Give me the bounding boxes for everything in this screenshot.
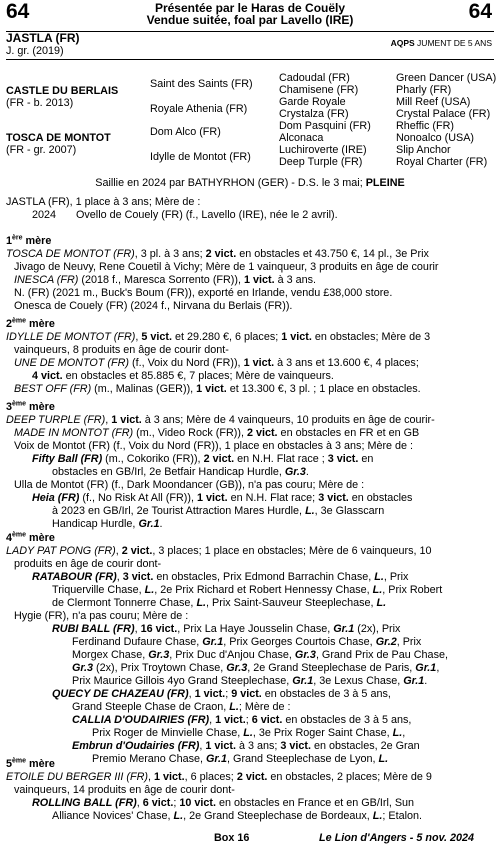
produce-line: Embrun d'Oudairies (FR), 1 vict. à 3 ans; 3 vict. en obstacles, 2e Gran xyxy=(72,740,420,752)
footer-venue: Le Lion d'Angers - 5 nov. 2024 xyxy=(319,832,474,844)
produce-line: Ulla de Montot (FR) (f., Dark Moondancer (GB)), n'a pas couru; Mère de : xyxy=(14,479,365,491)
grandsire-paternal: Saint des Saints (FR) xyxy=(150,78,253,90)
third-dam-section xyxy=(6,401,494,531)
produce-line: 4 vict. en obstacles et 85.885 €, 7 places; Mère de vainqueurs. xyxy=(32,370,334,382)
granddam-maternal: Idylle de Montot (FR) xyxy=(150,151,251,163)
produce-line: BEST OFF (FR) (m., Malinas (GER)), 1 vict. et 13.300 €, 3 pl. ; 1 place en obstacles. xyxy=(14,383,421,395)
lot-number-left: 64 xyxy=(6,0,30,23)
produce-line: N. (FR) (2021 m., Buck's Boum (FR)), exporté en Irlande, vendu £38,000 store. xyxy=(14,287,393,299)
produce-line: Prix Maurice Gillois 4yo Grand Steeplechase, Gr.1, 3e Lexus Chase, Gr.1. xyxy=(72,675,428,687)
produce-line: MADE IN MONTOT (FR) (m., Video Rock (FR)), 2 vict. en obstacles en FR et en GB xyxy=(14,427,420,439)
gen3-ancestor: Crystalza (FR) xyxy=(279,108,349,120)
gen4-ancestor: Green Dancer (USA) xyxy=(396,72,497,84)
produce-line: ROLLING BALL (FR), 6 vict.; 10 vict. en obstacles en France et en GB/Irl, Sun xyxy=(32,797,415,809)
produce-line: de Clermont Tonnerre Chase, L., Prix Saint-Sauveur Steeplechase, L. xyxy=(52,597,387,609)
section-heading: 3ème mère xyxy=(6,400,55,413)
pedigree-top-rule xyxy=(6,59,494,60)
produce-line: Ferdinand Dufaure Chase, Gr.1, Prix Georges Courtois Chase, Gr.2, Prix xyxy=(72,636,422,648)
produce-line: Prix Roger de Minvielle Chase, L., 3e Prix Roger Saint Chase, L., xyxy=(92,727,406,739)
dam-line: IDYLLE DE MONTOT (FR), 5 vict. et 29.280 €, 6 places; 1 vict. en obstacles; Mère de 3 xyxy=(6,331,431,343)
sire-info: (FR - b. 2013) xyxy=(6,97,74,109)
section-heading: 5ème mère xyxy=(6,757,55,770)
produce-line: Grand Steeple Chase de Craon, L.; Mère de : xyxy=(72,701,291,713)
gen4-ancestor: Rheffic (FR) xyxy=(396,120,454,132)
produce-line: QUECY DE CHAZEAU (FR), 1 vict.; 9 vict. en obstacles de 3 à 5 ans, xyxy=(52,688,391,700)
dam-line: vainqueurs, 8 produits en âge de courir dont- xyxy=(14,344,229,356)
second-dam-section xyxy=(6,318,494,396)
produce-line: Fifty Ball (FR) (m., Cokoriko (FR)), 2 vict. en N.H. Flat race ; 3 vict. en xyxy=(32,453,374,465)
produce-line: CALLIA D'OUDAIRIES (FR), 1 vict.; 6 vict. en obstacles de 3 à 5 ans, xyxy=(72,714,412,726)
gen3-ancestor: Garde Royale xyxy=(279,96,346,108)
dam-name: TOSCA DE MONTOT xyxy=(6,132,111,144)
horse-record-line: JASTLA (FR), 1 place à 3 ans; Mère de : xyxy=(6,196,201,208)
gen4-ancestor: Mill Reef (USA) xyxy=(396,96,471,108)
pregnancy-status: PLEINE xyxy=(365,177,405,189)
produce-line: Hygie (FR), n'a pas couru; Mère de : xyxy=(14,610,189,622)
dam-line: Jivago de Neuvy, Rene Couetil à Vichy; Mère de 1 vainqueur, 3 produits en âge de courir xyxy=(14,261,439,273)
produce-line: à 2023 en GB/Irl, 2e Tourist Attraction Mares Hurdle, L., 3e Glasscarn xyxy=(52,505,385,517)
produce-record xyxy=(6,196,494,222)
gen3-ancestor: Cadoudal (FR) xyxy=(279,72,350,84)
footer-box: Box 16 xyxy=(214,832,250,844)
horse-category xyxy=(391,37,492,50)
lot-number-right: 64 xyxy=(468,0,492,23)
sale-condition-line: Vendue suitée, foal par Lavello (IRE) xyxy=(146,13,354,27)
sire-name: CASTLE DU BERLAIS xyxy=(6,85,119,97)
horse-name: JASTLA (FR) xyxy=(6,31,80,45)
granddam-paternal: Royale Athenia (FR) xyxy=(150,103,248,115)
gen3-ancestor: Chamisene (FR) xyxy=(279,84,359,96)
produce-line: RATABOUR (FR), 3 vict. en obstacles, Prix Edmond Barrachin Chase, L., Prix xyxy=(32,571,409,583)
covering-note xyxy=(0,177,500,190)
gen4-ancestor: Pharly (FR) xyxy=(396,84,452,96)
dam-info: (FR - gr. 2007) xyxy=(6,144,77,156)
dam-line: vainqueurs, 14 produits en âge de courir dont- xyxy=(14,784,235,796)
first-dam-section xyxy=(6,235,494,313)
gen4-ancestor: Crystal Palace (FR) xyxy=(396,108,491,120)
gen3-ancestor: Deep Turple (FR) xyxy=(279,156,363,168)
gen3-ancestor: Alconaca xyxy=(279,132,324,144)
gen3-ancestor: Luchiroverte (IRE) xyxy=(279,144,367,156)
dam-line: DEEP TURPLE (FR), 1 vict. à 3 ans; Mère de 4 vainqueurs, 10 produits en âge de courir- xyxy=(6,414,435,426)
produce-line xyxy=(6,209,494,222)
produce-line: Alliance Novices' Chase, L., 2e Grand Steeplechase de Bordeaux, L.; Etalon. xyxy=(52,810,423,822)
fourth-dam-section xyxy=(6,532,494,766)
produce-line: Triquerville Chase, L., 2e Prix Richard et Robert Hennessy Chase, L., Prix Robert xyxy=(52,584,443,596)
produce-line: Premio Merano Chase, Gr.1, Grand Steeplechase de Lyon, L. xyxy=(92,753,389,765)
dam-line: produits en âge de courir dont- xyxy=(14,558,162,570)
covering-text: Saillie en 2024 par BATHYRHON (GER) - D.S. le 3 mai; xyxy=(95,177,366,189)
produce-line: Morgex Chase, Gr.3, Prix Duc d'Anjou Chase, Gr.3, Grand Prix de Pau Chase, xyxy=(72,649,448,661)
section-heading: 4ème mère xyxy=(6,531,55,544)
produce-line: Onesca de Couely (FR) (2024 f., Nirvana du Berlais (FR)). xyxy=(14,300,293,312)
gen4-ancestor: Slip Anchor xyxy=(396,144,451,156)
aqps-label: AQPS xyxy=(390,38,415,48)
produce-line: Heia (FR) (f., No Risk At All (FR)), 1 vict. en N.H. Flat race; 3 vict. en obstacles xyxy=(32,492,413,504)
produce-line: Handicap Hurdle, Gr.1. xyxy=(52,518,163,530)
produce-line: Voix de Montot (FR) (f., Voix du Nord (FR)), 1 place en obstacles à 3 ans; Mère de : xyxy=(14,440,414,452)
consignor-line: Présentée par le Haras de Couëly xyxy=(154,1,346,15)
section-heading: 1ère mère xyxy=(6,234,52,247)
dam-line: ETOILE DU BERGER III (FR), 1 vict., 6 places; 2 vict. en obstacles, 2 places; Mère de 9 xyxy=(6,771,432,783)
dam-line: LADY PAT PONG (FR), 2 vict., 3 places; 1 place en obstacles; Mère de 6 vainqueurs, 10 xyxy=(6,545,432,557)
produce-line: obstacles en GB/Irl, 2e Betfair Handicap Hurdle, Gr.3. xyxy=(52,466,309,478)
produce-text: Ovello de Couely (FR) (f., Lavello (IRE), née le 2 avril). xyxy=(76,209,338,221)
produce-year: 2024 xyxy=(32,209,57,221)
section-heading: 2ème mère xyxy=(6,317,55,330)
produce-line: INESCA (FR) (2018 f., Maresca Sorrento (FR)), 1 vict. à 3 ans. xyxy=(14,274,317,286)
fifth-dam-section xyxy=(6,758,494,823)
produce-line: RUBI BALL (FR), 16 vict., Prix La Haye Jousselin Chase, Gr.1 (2x), Prix xyxy=(52,623,401,635)
horse-description: J. gr. (2019) xyxy=(6,45,64,57)
dam-line: TOSCA DE MONTOT (FR), 3 pl. à 3 ans; 2 vict. en obstacles et 43.750 €, 14 pl., 3e Prix xyxy=(6,248,429,260)
gen4-ancestor: Royal Charter (FR) xyxy=(396,156,488,168)
produce-line: UNE DE MONTOT (FR) (f., Voix du Nord (FR)), 1 vict. à 3 ans et 13.600 €, 4 places; xyxy=(14,357,419,369)
gen4-ancestor: Nonoalco (USA) xyxy=(396,132,475,144)
produce-line: Gr.3 (2x), Prix Troytown Chase, Gr.3, 2e Grand Steeplechase de Paris, Gr.1, xyxy=(72,662,440,674)
grandsire-maternal: Dom Alco (FR) xyxy=(150,126,221,138)
gen3-ancestor: Dom Pasquini (FR) xyxy=(279,120,371,132)
category-text: JUMENT DE 5 ANS xyxy=(414,38,492,48)
